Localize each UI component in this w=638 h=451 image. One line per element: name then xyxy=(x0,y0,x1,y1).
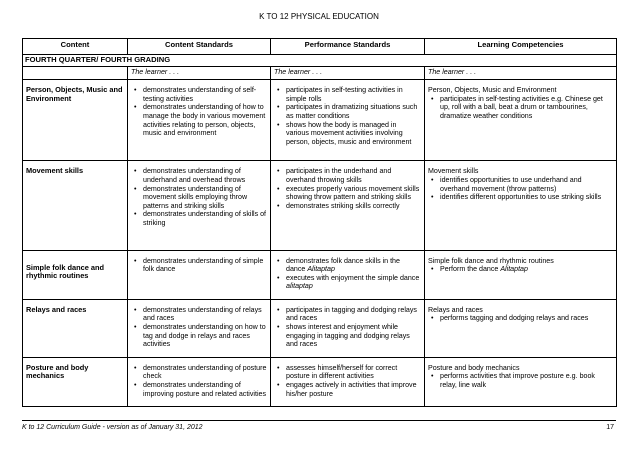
learner-label: The learner . . . xyxy=(425,66,617,80)
content-cell: Relays and races xyxy=(23,299,128,357)
content-cell: Person, Objects, Music and Environment xyxy=(23,80,128,161)
bullet-item: • identifies different opportunities to use striking skills xyxy=(440,193,613,202)
performance-standards-cell-list xyxy=(274,86,421,146)
performance-standards-cell-list xyxy=(274,257,421,291)
column-header-content: Content xyxy=(23,39,128,55)
footer-divider xyxy=(22,420,616,421)
footer-text: K to 12 Curriculum Guide - version as of January 31, 2012 xyxy=(22,424,203,431)
content-standards-cell-list xyxy=(131,86,267,138)
learning-competencies-cell-list xyxy=(428,314,613,323)
content-standards-cell-list xyxy=(131,306,267,349)
bullet-item: • shows interest and enjoyment while engaging in tagging and dodging relays and races xyxy=(286,323,421,349)
table-row xyxy=(23,80,617,161)
content-cell: Posture and body mechanics xyxy=(23,357,128,406)
performance-standards-cell xyxy=(271,80,425,161)
bullet-item: • shows how the body is managed in various movement activities involving person, objects, music and environment xyxy=(286,121,421,147)
bullet-item: • Perform the dance Alitaptap xyxy=(440,265,613,274)
bullet-item: • executes with enjoyment the simple dance alitaptap xyxy=(286,274,421,291)
bullet-item: • demonstrates understanding of underhand and overhead throws xyxy=(143,167,267,184)
bullet-item: • participates in the underhand and overhand throwing skills xyxy=(286,167,421,184)
bullet-item: • demonstrates understanding of how to manage the body in various movement activities relating to person, objects, music and environment xyxy=(143,103,267,137)
quarter-row xyxy=(23,55,617,67)
content-standards-cell xyxy=(128,357,271,406)
competency-intro: Person, Objects, Music and Environment xyxy=(428,86,557,95)
learner-label: The learner . . . xyxy=(271,66,425,80)
learning-competencies-cell-list xyxy=(428,176,613,202)
page-number: 17 xyxy=(606,424,614,431)
table-row xyxy=(23,161,617,250)
learner-row xyxy=(23,66,617,80)
competency-intro: Simple folk dance and rhythmic routines xyxy=(428,256,554,265)
curriculum-table xyxy=(22,38,617,407)
table-header-row xyxy=(23,39,617,55)
performance-standards-cell xyxy=(271,357,425,406)
learning-competencies-cell xyxy=(425,250,617,299)
bullet-item: • executes properly various movement skills showing throw pattern and striking skills xyxy=(286,185,421,202)
content-standards-cell xyxy=(128,161,271,250)
learning-competencies-cell xyxy=(425,299,617,357)
content-cell: Movement skills xyxy=(23,161,128,250)
learning-competencies-cell xyxy=(425,80,617,161)
page-footer xyxy=(22,424,616,431)
bullet-item: • assesses himself/herself for correct posture in different activities xyxy=(286,364,421,381)
bullet-item: • participates in dramatizing situations such as matter conditions xyxy=(286,103,421,120)
table-row xyxy=(23,299,617,357)
bullet-item: • participates in self-testing activities in simple rolls xyxy=(286,86,421,103)
bullet-item: • demonstrates understanding of posture check xyxy=(143,364,267,381)
bullet-item: • participates in tagging and dodging relays and races xyxy=(286,306,421,323)
learner-spacer xyxy=(23,66,128,80)
bullet-item: • demonstrates understanding of relays and races xyxy=(143,306,267,323)
competency-intro: Movement skills xyxy=(428,167,479,176)
column-header-content-standards: Content Standards xyxy=(128,39,271,55)
table-row xyxy=(23,250,617,299)
learning-competencies-cell-list xyxy=(428,372,613,389)
bullet-item: • engages actively in activities that improve his/her posture xyxy=(286,381,421,398)
page-header: K TO 12 PHYSICAL EDUCATION xyxy=(259,12,379,21)
performance-standards-cell xyxy=(271,161,425,250)
content-standards-cell xyxy=(128,80,271,161)
content-cell: Simple folk dance and rhythmic routines xyxy=(23,250,128,299)
performance-standards-cell xyxy=(271,299,425,357)
competency-intro: Posture and body mechanics xyxy=(428,363,520,372)
performance-standards-cell xyxy=(271,250,425,299)
bullet-item: • demonstrates understanding of simple folk dance xyxy=(143,257,267,274)
performance-standards-cell-list xyxy=(274,364,421,398)
performance-standards-cell-list xyxy=(274,306,421,349)
bullet-item: • demonstrates understanding of improving posture and related activities xyxy=(143,381,267,398)
bullet-item: • demonstrates understanding of self- testing activities xyxy=(143,86,267,103)
bullet-item: • performs tagging and dodging relays and races xyxy=(440,314,613,323)
content-standards-cell xyxy=(128,250,271,299)
learner-label: The learner . . . xyxy=(128,66,271,80)
content-standards-cell-list xyxy=(131,364,267,398)
column-header-performance-standards: Performance Standards xyxy=(271,39,425,55)
quarter-label: FOURTH QUARTER/ FOURTH GRADING xyxy=(23,55,617,67)
performance-standards-cell-list xyxy=(274,167,421,210)
learning-competencies-cell-list xyxy=(428,95,613,121)
content-standards-cell xyxy=(128,299,271,357)
bullet-item: • performs activities that improve posture e.g. book relay, line walk xyxy=(440,372,613,389)
content-standards-cell-list xyxy=(131,167,267,227)
learning-competencies-cell-list xyxy=(428,265,613,274)
bullet-item: • demonstrates understanding of skills of striking xyxy=(143,210,267,227)
learning-competencies-cell xyxy=(425,357,617,406)
bullet-item: • demonstrates understanding of movement skills employing throw patterns and striking skills xyxy=(143,185,267,211)
content-standards-cell-list xyxy=(131,257,267,274)
bullet-item: • demonstrates understanding on how to tag and dodge in relays and races activities xyxy=(143,323,267,349)
bullet-item: • demonstrates folk dance skills in the dance Alitaptap xyxy=(286,257,421,274)
competency-intro: Relays and races xyxy=(428,305,483,314)
table-row xyxy=(23,357,617,406)
learning-competencies-cell xyxy=(425,161,617,250)
bullet-item: • participates in self-testing activities e.g. Chinese get up, roll with a ball, beat a drum or tambourines, dramatize weather conditions xyxy=(440,95,613,121)
bullet-item: • demonstrates striking skills correctly xyxy=(286,202,421,211)
column-header-learning-competencies: Learning Competencies xyxy=(425,39,617,55)
bullet-item: • identifies opportunities to use underhand and overhand movement (throw patterns) xyxy=(440,176,613,193)
